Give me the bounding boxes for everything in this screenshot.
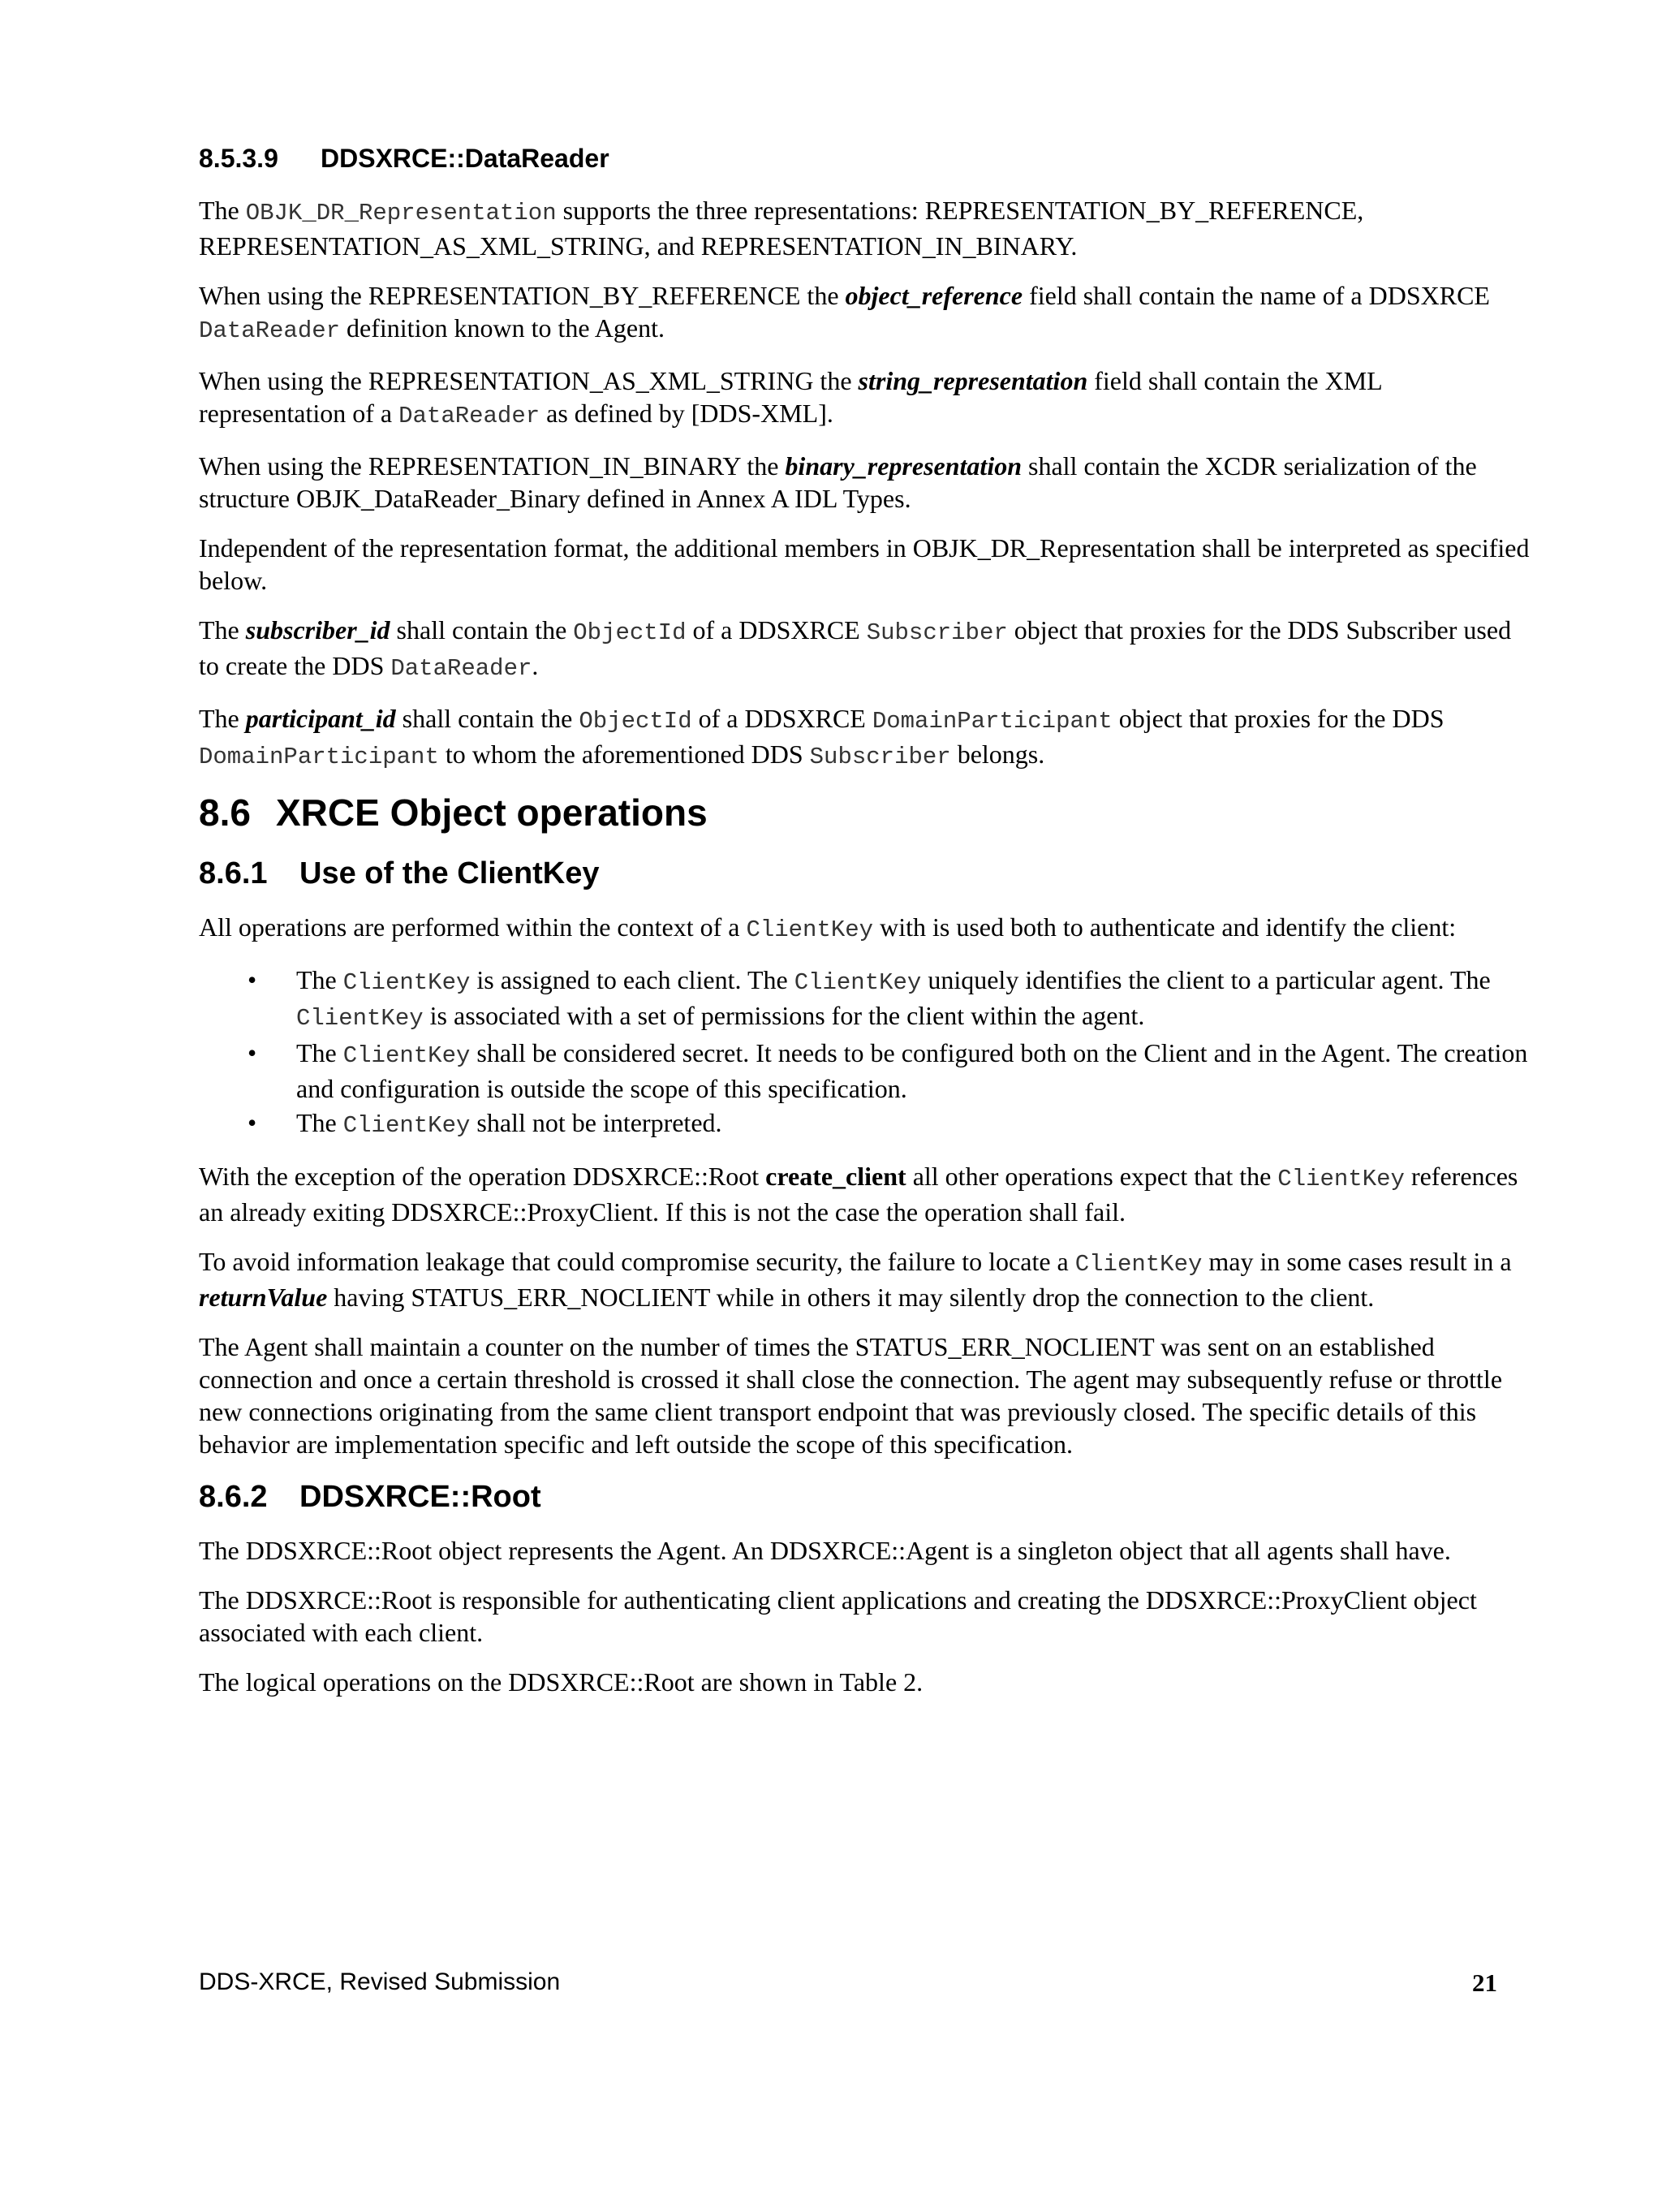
paragraph-by-reference: When using the REPRESENTATION_BY_REFERENCE the object_reference field shall contain the name of a DDSXRCE DataReader definition known to the Agent. [199,281,1490,344]
bullet-icon: • [248,1108,257,1137]
section-heading-8-5-3-9: 8.5.3.9 DDSXRCE::DataReader [199,144,609,173]
bullet-icon: • [248,1038,257,1067]
paragraph-noclient-counter: The Agent shall maintain a counter on the number of times the STATUS_ERR_NOCLIENT was sent on an established connection and once a certain threshold is crossed it shall close the connection. The agent may subsequently refuse or throttle new connections originating from the same client transport endpoint that was previously closed. The specific details of this behavior are implementation specific and left outside the scope of this specification. [199,1332,1503,1459]
paragraph-participant-id: The participant_id shall contain the ObjectId of a DDSXRCE DomainParticipant object that proxies for the DDS DomainParticipant to whom the aforementioned DDS Subscriber belongs. [199,704,1445,770]
paragraph-as-xml-string: When using the REPRESENTATION_AS_XML_STRING the string_representation field shall contain the XML representation of a DataReader as defined by [DDS-XML]. [199,366,1382,429]
list-item: • The ClientKey shall be considered secret. It needs to be configured both on the Client and in the Agent. The creation and configuration is outside the scope of this specification. [248,1038,1528,1103]
paragraph-client-key-intro: All operations are performed within the context of a ClientKey with is used both to authenticate and identify the client: [199,912,1457,943]
paragraph-independent-format: Independent of the representation format, the additional members in OBJK_DR_Representation shall be interpreted as specified below. [199,533,1530,595]
list-item: • The ClientKey shall not be interpreted. [248,1108,722,1139]
section-heading-8-6: 8.6 XRCE Object operations [199,791,708,834]
section-heading-8-6-1: 8.6.1 Use of the ClientKey [199,856,600,890]
paragraph-create-client-exception: With the exception of the operation DDSXRCE::Root create_client all other operations expect that the ClientKey references an already exiting DDSXRCE::ProxyClient. If this is not the case the operation shall fail. [199,1162,1518,1227]
paragraph-information-leakage: To avoid information leakage that could compromise security, the failure to locate a ClientKey may in some cases result in a returnValue having STATUS_ERR_NOCLIENT while in others it may silently drop the connection to the client. [199,1247,1512,1312]
paragraph-root-operations-table-ref: The logical operations on the DDSXRCE::Root are shown in Table 2. [199,1667,924,1697]
footer-document-title: DDS-XRCE, Revised Submission [199,1968,561,1995]
paragraph-root-responsibility: The DDSXRCE::Root is responsible for authenticating client applications and creating the DDSXRCE::ProxyClient object associated with each client. [199,1585,1477,1647]
section-heading-8-6-2: 8.6.2 DDSXRCE::Root [199,1480,541,1514]
page-footer [199,1968,1497,1996]
bullet-icon: • [248,965,257,994]
page-number: 21 [1472,1968,1497,1997]
paragraph-in-binary: When using the REPRESENTATION_IN_BINARY the binary_representation shall contain the XCDR serialization of the structure OBJK_DataReader_Binary defined in Annex A IDL Types. [199,451,1477,513]
page-body [199,142,1530,1715]
list-item: • The ClientKey is assigned to each client. The ClientKey uniquely identifies the client to a particular agent. The ClientKey is associated with a set of permissions for the client within the agent. [248,965,1491,1032]
paragraph-dr-representations: The OBJK_DR_Representation supports the three representations: REPRESENTATION_BY_REFERENCE, REPRESENTATION_AS_XML_STRING, and REPRESENTATION_IN_BINARY. [199,196,1364,261]
paragraph-subscriber-id: The subscriber_id shall contain the ObjectId of a DDSXRCE Subscriber object that proxies for the DDS Subscriber used to create the DDS DataReader. [199,615,1512,682]
client-key-bullet-list [199,964,1530,1142]
paragraph-root-represents-agent: The DDSXRCE::Root object represents the Agent. An DDSXRCE::Agent is a singleton object that all agents shall have. [199,1536,1451,1565]
